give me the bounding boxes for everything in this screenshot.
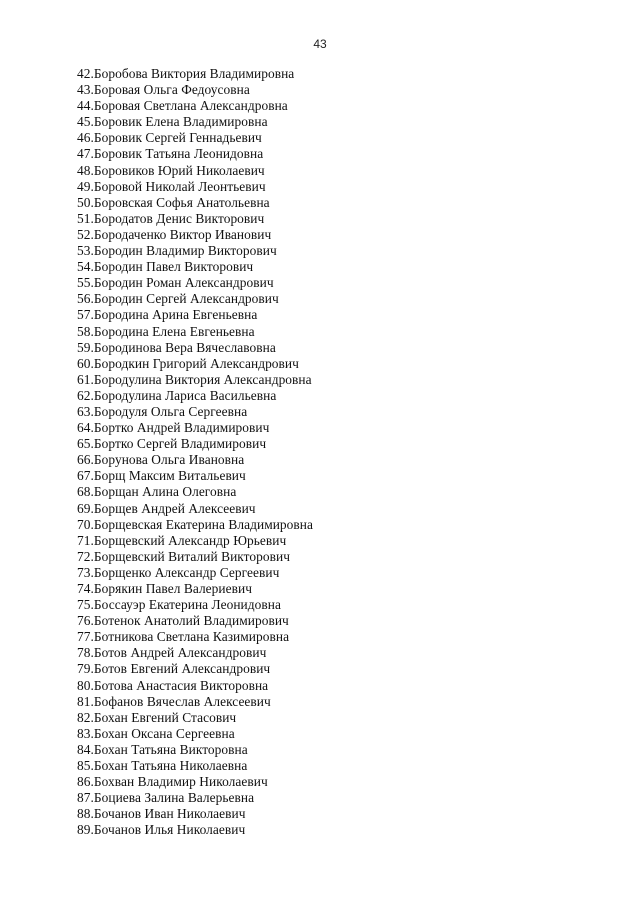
person-name: Борщевская Екатерина Владимировна: [93, 516, 314, 532]
list-item: [77, 613, 313, 629]
list-item: [77, 130, 313, 146]
person-name: Бородин Сергей Александрович: [93, 291, 279, 307]
list-item: [77, 581, 313, 597]
page-number: 43: [313, 37, 327, 51]
list-item: [77, 179, 313, 195]
list-item: [77, 372, 313, 388]
list-item: [77, 340, 313, 356]
person-name: Бородкин Григорий Александрович: [93, 355, 299, 371]
person-name: Ботенок Анатолий Владимирович: [93, 613, 289, 629]
list-item: [77, 726, 313, 742]
person-name: Боровая Светлана Александровна: [93, 98, 288, 114]
person-name: Бородуля Ольга Сергеевна: [93, 403, 248, 419]
item-number: 57.: [77, 307, 94, 323]
item-number: 67.: [77, 468, 94, 484]
list-item: [77, 517, 313, 533]
item-number: 53.: [77, 243, 94, 259]
person-name: Бохван Владимир Николаевич: [93, 774, 268, 790]
person-name: Боробова Виктория Владимировна: [93, 66, 295, 81]
item-number: 50.: [77, 194, 94, 210]
list-item: [77, 758, 313, 774]
item-number: 85.: [77, 758, 94, 774]
person-name: Боровая Ольга Федоусовна: [93, 82, 250, 98]
item-number: 71.: [77, 532, 94, 548]
list-item: [77, 259, 313, 275]
person-name: Борщан Алина Олеговна: [93, 484, 237, 500]
item-number: 66.: [77, 452, 94, 468]
item-number: 46.: [77, 130, 94, 146]
person-name: Боровская Софья Анатольевна: [93, 194, 270, 210]
person-name: Бородина Арина Евгеньевна: [93, 307, 258, 323]
list-item: [77, 82, 313, 98]
person-name: Бородинова Вера Вячеславовна: [93, 339, 276, 355]
list-item: [77, 629, 313, 645]
item-number: 76.: [77, 613, 94, 629]
item-number: 52.: [77, 226, 94, 242]
person-name: Бохан Оксана Сергеевна: [93, 725, 235, 741]
item-number: 79.: [77, 661, 94, 677]
list-item: [77, 195, 313, 211]
list-item: [77, 710, 313, 726]
list-item: [77, 275, 313, 291]
person-name: Боровик Сергей Геннадьевич: [93, 130, 262, 146]
person-name: Боровой Николай Леонтьевич: [93, 178, 266, 194]
person-name: Бортко Андрей Владимирович: [93, 420, 270, 436]
item-number: 78.: [77, 645, 94, 661]
list-item: [77, 678, 313, 694]
item-number: 77.: [77, 629, 94, 645]
item-number: 42.: [77, 66, 94, 81]
name-list: [77, 66, 313, 839]
list-item: [77, 501, 313, 517]
person-name: Ботов Евгений Александрович: [93, 661, 271, 677]
person-name: Бородин Роман Александрович: [93, 275, 274, 291]
person-name: Бородатов Денис Викторович: [93, 210, 265, 226]
person-name: Бородаченко Виктор Иванович: [93, 226, 272, 242]
person-name: Бофанов Вячеслав Алексеевич: [93, 693, 271, 709]
person-name: Боциева Залина Валерьевна: [93, 790, 255, 806]
list-item: [77, 211, 313, 227]
list-item: [77, 436, 313, 452]
person-name: Бочанов Илья Николаевич: [93, 822, 246, 838]
item-number: 74.: [77, 581, 94, 596]
list-item: [77, 549, 313, 565]
person-name: Бочанов Иван Николаевич: [93, 806, 246, 822]
person-name: Борщев Андрей Алексеевич: [93, 500, 256, 516]
list-item: [77, 324, 313, 340]
person-name: Борунова Ольга Ивановна: [93, 452, 245, 468]
item-number: 60.: [77, 355, 94, 371]
person-name: Бородин Владимир Викторович: [93, 243, 277, 259]
person-name: Боссауэр Екатерина Леонидовна: [93, 597, 281, 613]
person-name: Борщ Максим Витальевич: [93, 468, 246, 484]
item-number: 68.: [77, 484, 94, 500]
list-item: [77, 645, 313, 661]
list-item: [77, 388, 313, 404]
person-name: Бортко Сергей Владимирович: [93, 436, 267, 452]
list-item: [77, 98, 313, 114]
item-number: 80.: [77, 677, 94, 693]
person-name: Бородулина Виктория Александровна: [93, 371, 312, 387]
person-name: Бородина Елена Евгеньевна: [93, 323, 255, 339]
person-name: Борщенко Александр Сергеевич: [93, 564, 280, 580]
person-name: Боровиков Юрий Николаевич: [93, 162, 265, 178]
person-name: Борякин Павел Валериевич: [93, 581, 252, 596]
list-item: [77, 307, 313, 323]
item-number: 47.: [77, 146, 94, 162]
list-item: [77, 822, 313, 838]
item-number: 59.: [77, 339, 94, 355]
person-name: Ботова Анастасия Викторовна: [93, 677, 269, 693]
list-item: [77, 452, 313, 468]
person-name: Бохан Татьяна Викторовна: [93, 741, 248, 757]
item-number: 51.: [77, 210, 94, 226]
list-item: [77, 404, 313, 420]
person-name: Бохан Татьяна Николаевна: [93, 758, 248, 774]
person-name: Борщевский Александр Юрьевич: [93, 532, 287, 548]
person-name: Ботникова Светлана Казимировна: [93, 629, 290, 645]
item-number: 69.: [77, 500, 94, 516]
item-number: 45.: [77, 114, 94, 130]
item-number: 88.: [77, 806, 94, 822]
item-number: 81.: [77, 693, 94, 709]
person-name: Бородулина Лариса Васильевна: [93, 387, 277, 403]
item-number: 62.: [77, 387, 94, 403]
list-item: [77, 597, 313, 613]
item-number: 87.: [77, 790, 94, 806]
list-item: [77, 227, 313, 243]
person-name: Бородин Павел Викторович: [93, 259, 254, 275]
item-number: 86.: [77, 774, 94, 790]
list-item: [77, 774, 313, 790]
list-item: [77, 146, 313, 162]
item-number: 48.: [77, 162, 94, 178]
list-item: [77, 806, 313, 822]
item-number: 56.: [77, 291, 94, 307]
person-name: Бохан Евгений Стасович: [93, 709, 237, 725]
item-number: 72.: [77, 548, 94, 564]
item-number: 49.: [77, 178, 94, 194]
list-item: [77, 565, 313, 581]
item-number: 70.: [77, 516, 94, 532]
list-item: [77, 484, 313, 500]
item-number: 58.: [77, 323, 94, 339]
list-item: [77, 694, 313, 710]
person-name: Боровик Елена Владимировна: [93, 114, 268, 130]
list-item: [77, 533, 313, 549]
list-item: [77, 356, 313, 372]
item-number: 43.: [77, 82, 94, 98]
item-number: 64.: [77, 420, 94, 436]
item-number: 54.: [77, 259, 94, 275]
list-item: [77, 790, 313, 806]
list-item: [77, 163, 313, 179]
list-item: [77, 66, 313, 82]
item-number: 65.: [77, 436, 94, 452]
list-item: [77, 420, 313, 436]
list-item: [77, 114, 313, 130]
item-number: 75.: [77, 597, 94, 613]
list-item: [77, 468, 313, 484]
item-number: 89.: [77, 822, 94, 838]
item-number: 82.: [77, 709, 94, 725]
item-number: 44.: [77, 98, 94, 114]
item-number: 55.: [77, 275, 94, 291]
person-name: Борщевский Виталий Викторович: [93, 548, 290, 564]
list-item: [77, 661, 313, 677]
item-number: 84.: [77, 741, 94, 757]
item-number: 61.: [77, 371, 94, 387]
person-name: Ботов Андрей Александрович: [93, 645, 267, 661]
person-name: Боровик Татьяна Леонидовна: [93, 146, 264, 162]
item-number: 73.: [77, 564, 94, 580]
list-item: [77, 291, 313, 307]
list-item: [77, 243, 313, 259]
item-number: 63.: [77, 403, 94, 419]
list-item: [77, 742, 313, 758]
item-number: 83.: [77, 725, 94, 741]
